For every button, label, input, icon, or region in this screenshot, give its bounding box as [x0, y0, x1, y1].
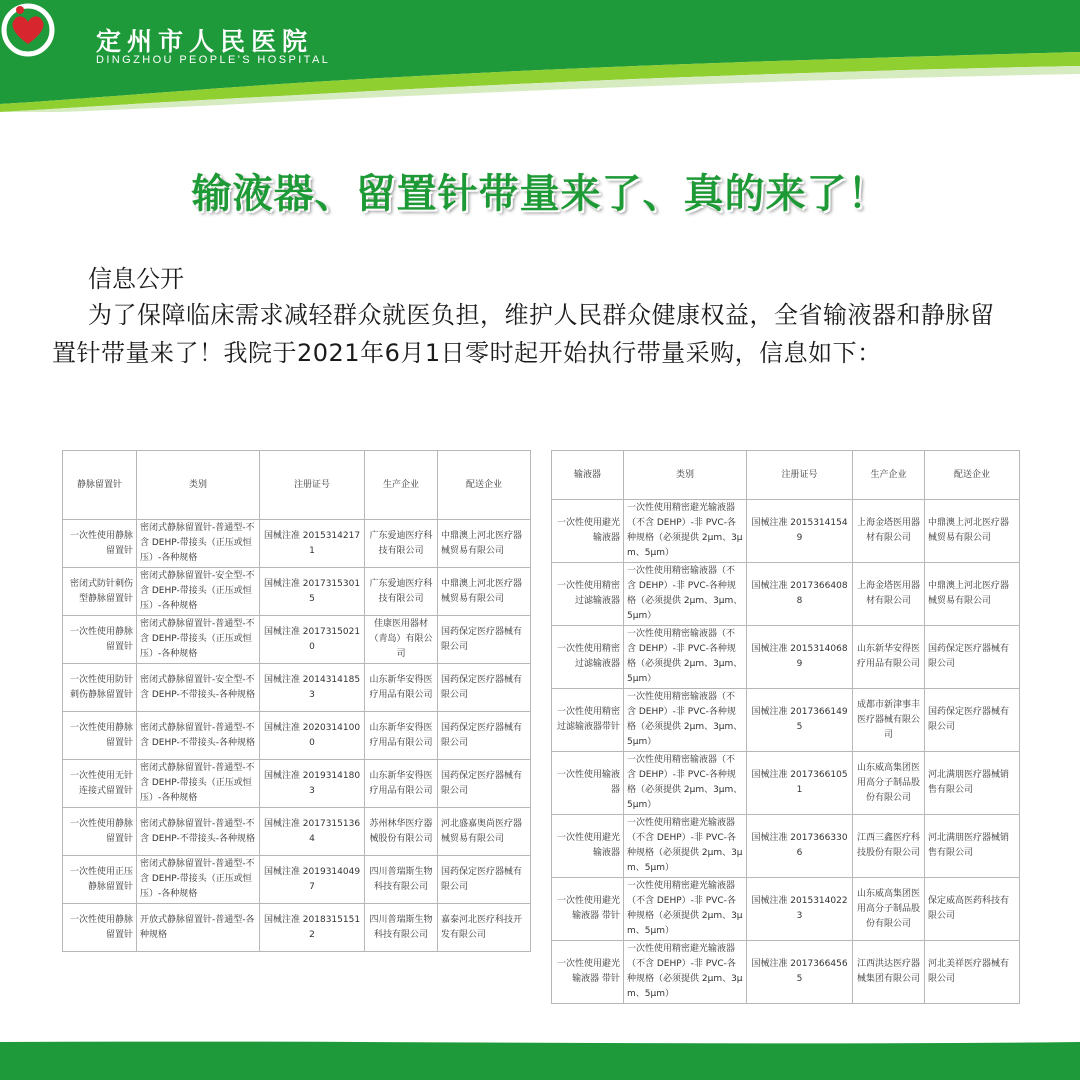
table-cell: 江西三鑫医疗科技股份有限公司 [853, 815, 925, 878]
iv-catheter-table [62, 450, 531, 952]
table-cell: 江西洪达医疗器械集团有限公司 [853, 941, 925, 1004]
table-cell: 国械注准 20193141803 [260, 760, 365, 808]
table-cell: 国械注准 20173661495 [747, 689, 853, 752]
table-row [63, 664, 531, 712]
table-row [63, 808, 531, 856]
table-cell: 河北盛嘉奥尚医疗器械贸易有限公司 [438, 808, 531, 856]
table-row [552, 689, 1020, 752]
table-cell: 中鼎澳上河北医疗器械贸易有限公司 [438, 568, 531, 616]
header-cell: 生产企业 [365, 451, 438, 520]
table-cell: 上海金塔医用器材有限公司 [853, 500, 925, 563]
header-cell: 注册证号 [260, 451, 365, 520]
table-cell: 一次性使用避光输液器 [552, 500, 624, 563]
table-cell: 密闭式静脉留置针-普通型-不含 DEHP-带接头（正压或恒压）-各种规格 [137, 616, 260, 664]
table-cell: 一次性使用输液器 [552, 752, 624, 815]
table-cell: 密闭式静脉留置针-普通型-不含 DEHP-带接头（正压或恒压）-各种规格 [137, 856, 260, 904]
table-cell: 山东新华安得医疗用品有限公司 [365, 760, 438, 808]
table-cell: 河北美祥医疗器械有限公司 [925, 941, 1020, 1004]
table-cell: 一次性使用精密避光输液器（不含 DEHP）-非 PVC-各种规格（必须提供 2μm、3μm、5μm） [624, 941, 747, 1004]
table-header-row [63, 451, 531, 520]
table-cell: 一次性使用静脉留置针 [63, 904, 137, 952]
table-cell: 密闭式静脉留置针-普通型-不含 DEHP-带接头（正压或恒压）-各种规格 [137, 760, 260, 808]
table-cell: 一次性使用正压静脉留置针 [63, 856, 137, 904]
table-cell: 密闭式静脉留置针-安全型-不含 DEHP-带接头（正压或恒压）-各种规格 [137, 568, 260, 616]
table-row [63, 568, 531, 616]
table-cell: 国药保定医疗器械有限公司 [925, 689, 1020, 752]
table-cell: 一次性使用静脉留置针 [63, 616, 137, 664]
header-cell: 生产企业 [853, 451, 925, 500]
table-cell: 国械注准 20203141000 [260, 712, 365, 760]
intro-paragraph: 为了保障临床需求减轻群众就医负担，维护人民群众健康权益，全省输液器和静脉留置针带量来了！我院于2021年6月1日零时起开始执行带量采购，信息如下： [52, 301, 995, 367]
table-row [63, 616, 531, 664]
table-cell: 佳康医用器材（青岛）有限公司 [365, 616, 438, 664]
header-cell: 配送企业 [438, 451, 531, 520]
table-cell: 国械注准 20173151364 [260, 808, 365, 856]
table-cell: 上海金塔医用器材有限公司 [853, 563, 925, 626]
table-cell: 河北满朋医疗器械销售有限公司 [925, 815, 1020, 878]
table-cell: 国药保定医疗器械有限公司 [925, 626, 1020, 689]
table-row [552, 878, 1020, 941]
table-cell: 一次性使用静脉留置针 [63, 520, 137, 568]
table-cell: 密闭式静脉留置针-普通型-不含 DEHP-带接头（正压或恒压）-各种规格 [137, 520, 260, 568]
table-cell: 一次性使用避光输液器 [552, 815, 624, 878]
table-cell: 国械注准 20143141853 [260, 664, 365, 712]
table-cell: 国药保定医疗器械有限公司 [438, 616, 531, 664]
table-row [63, 904, 531, 952]
hospital-name-cn: 定州市人民医院 [96, 27, 314, 56]
table-cell: 国械注准 20173661051 [747, 752, 853, 815]
table-cell: 一次性使用避光输液器 带针 [552, 878, 624, 941]
table-cell: 密闭式防针刺伤型静脉留置针 [63, 568, 137, 616]
table-cell: 中鼎澳上河北医疗器械贸易有限公司 [925, 563, 1020, 626]
table-cell: 成都市新津事丰医疗器械有限公司 [853, 689, 925, 752]
table-cell: 一次性使用精密输液器（不含 DEHP）-非 PVC-各种规格（必须提供 2μm、3μm、5μm） [624, 752, 747, 815]
table-cell: 国械注准 20153140689 [747, 626, 853, 689]
table-cell: 国械注准 20193140497 [260, 856, 365, 904]
table-cell: 中鼎澳上河北医疗器械贸易有限公司 [438, 520, 531, 568]
table-cell: 密闭式静脉留置针-安全型-不含 DEHP-不带接头-各种规格 [137, 664, 260, 712]
section-title: 信息公开 [88, 265, 184, 293]
table-cell: 国械注准 20153140223 [747, 878, 853, 941]
table-cell: 一次性使用精密避光输液器（不含 DEHP）-非 PVC-各种规格（必须提供 2μm、3μm、5μm） [624, 878, 747, 941]
table-cell: 一次性使用精密过滤输液器 [552, 563, 624, 626]
table-row [552, 752, 1020, 815]
table-cell: 一次性使用精密避光输液器（不含 DEHP）-非 PVC-各种规格（必须提供 2μm、3μm、5μm） [624, 815, 747, 878]
table-cell: 山东新华安得医疗用品有限公司 [365, 664, 438, 712]
table-cell: 国械注准 20153142171 [260, 520, 365, 568]
header-banner [0, 0, 1080, 112]
table-cell: 一次性使用静脉留置针 [63, 808, 137, 856]
table-row [552, 626, 1020, 689]
table-cell: 国械注准 20173664565 [747, 941, 853, 1004]
table-cell: 国械注准 20173150210 [260, 616, 365, 664]
header-cell: 类别 [137, 451, 260, 520]
header-cell: 类别 [624, 451, 747, 500]
table-cell: 国药保定医疗器械有限公司 [438, 760, 531, 808]
table-cell: 山东新华安得医疗用品有限公司 [365, 712, 438, 760]
table-cell: 广东爱迪医疗科技有限公司 [365, 568, 438, 616]
header-cell: 配送企业 [925, 451, 1020, 500]
table-cell: 国械注准 20183151512 [260, 904, 365, 952]
table-cell: 一次性使用避光输液器 带针 [552, 941, 624, 1004]
table-cell: 保定威高医药科技有限公司 [925, 878, 1020, 941]
table-cell: 国械注准 20153141549 [747, 500, 853, 563]
infusion-set-table [551, 450, 1020, 1004]
table-cell: 河北满朋医疗器械销售有限公司 [925, 752, 1020, 815]
table-cell: 密闭式静脉留置针-普通型-不含 DEHP-不带接头-各种规格 [137, 712, 260, 760]
table-cell: 国械注准 20173663306 [747, 815, 853, 878]
table-cell: 国药保定医疗器械有限公司 [438, 664, 531, 712]
table-row [63, 856, 531, 904]
table-row [552, 563, 1020, 626]
table-row [63, 712, 531, 760]
table-cell: 一次性使用无针连接式留置针 [63, 760, 137, 808]
table-cell: 一次性使用精密输液器（不含 DEHP）-非 PVC-各种规格（必须提供 2μm、3μm、5μm） [624, 689, 747, 752]
table-cell: 嘉泰河北医疗科技开发有限公司 [438, 904, 531, 952]
table-cell: 国械注准 20173153015 [260, 568, 365, 616]
table-row [63, 520, 531, 568]
hospital-name-en: DINGZHOU PEOPLE'S HOSPITAL [96, 54, 331, 66]
header-cell: 注册证号 [747, 451, 853, 500]
table-cell: 山东威高集团医用高分子制品股份有限公司 [853, 752, 925, 815]
table-cell: 一次性使用防针刺伤静脉留置针 [63, 664, 137, 712]
table-cell: 一次性使用精密过滤输液器带针 [552, 689, 624, 752]
table-cell: 国药保定医疗器械有限公司 [438, 856, 531, 904]
table-cell: 中鼎澳上河北医疗器械贸易有限公司 [925, 500, 1020, 563]
headline: 输液器、留置针带量来了、真的来了！ [191, 171, 889, 217]
table-cell: 四川普瑞斯生物科技有限公司 [365, 904, 438, 952]
table-cell: 广东爱迪医疗科技有限公司 [365, 520, 438, 568]
table-cell: 四川普瑞斯生物科技有限公司 [365, 856, 438, 904]
table-cell: 开放式静脉留置针-普通型-各种规格 [137, 904, 260, 952]
table-cell: 一次性使用精密过滤输液器 [552, 626, 624, 689]
table-row [552, 941, 1020, 1004]
table-row [552, 815, 1020, 878]
table-cell: 一次性使用静脉留置针 [63, 712, 137, 760]
table-row [552, 500, 1020, 563]
table-cell: 一次性使用精密输液器（不含 DEHP）-非 PVC-各种规格（必须提供 2μm、3μm、5μm） [624, 563, 747, 626]
hospital-logo-icon [0, 0, 60, 58]
table-row [63, 760, 531, 808]
table-cell: 苏州林华医疗器械股份有限公司 [365, 808, 438, 856]
table-cell: 山东威高集团医用高分子制品股份有限公司 [853, 878, 925, 941]
table-cell: 国药保定医疗器械有限公司 [438, 712, 531, 760]
table-cell: 一次性使用精密避光输液器（不含 DEHP）-非 PVC-各种规格（必须提供 2μm、3μm、5μm） [624, 500, 747, 563]
table-cell: 国械注准 20173664088 [747, 563, 853, 626]
header-cell: 输液器 [552, 451, 624, 500]
footer-band [0, 1040, 1080, 1080]
header-cell: 静脉留置针 [63, 451, 137, 520]
table-cell: 密闭式静脉留置针-普通型-不含 DEHP-不带接头-各种规格 [137, 808, 260, 856]
table-cell: 一次性使用精密输液器（不含 DEHP）-非 PVC-各种规格（必须提供 2μm、3μm、5μm） [624, 626, 747, 689]
table-header-row [552, 451, 1020, 500]
table-cell: 山东新华安得医疗用品有限公司 [853, 626, 925, 689]
